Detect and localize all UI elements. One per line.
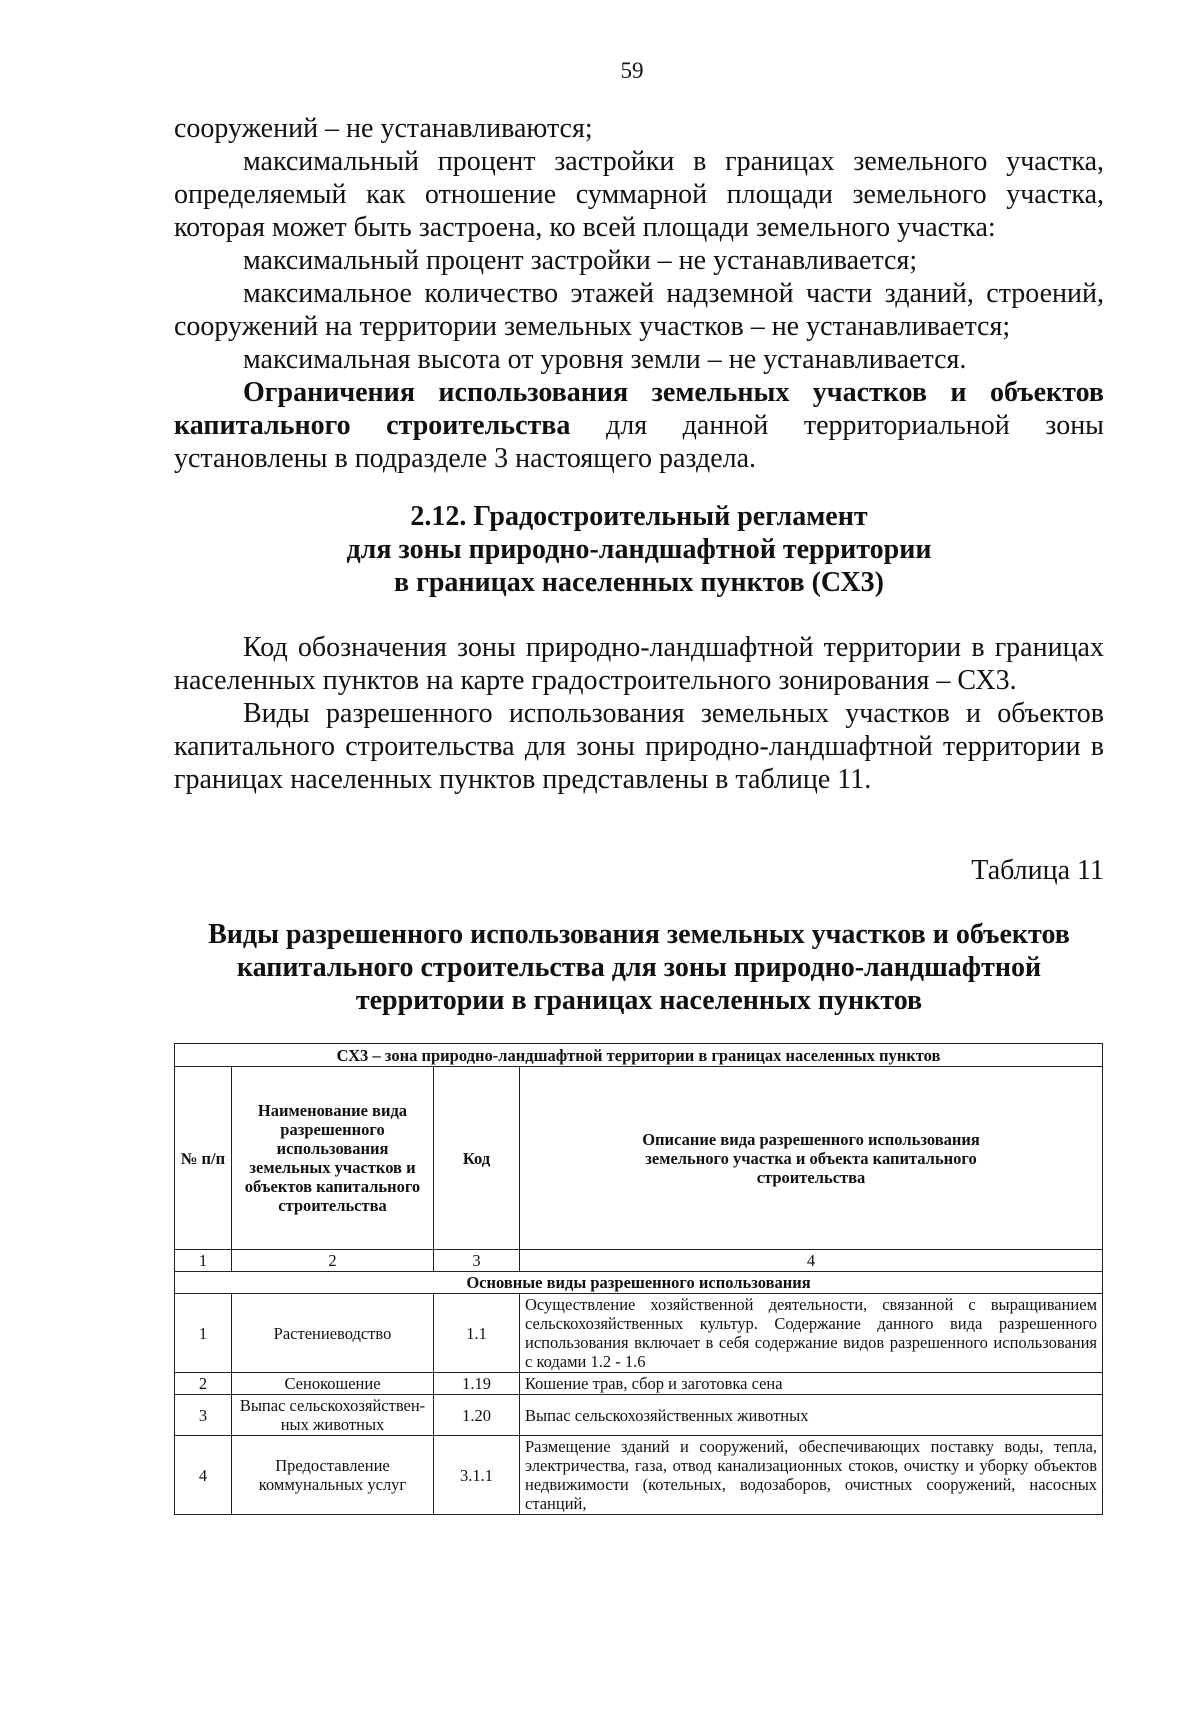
- row-desc: Выпас сельскохозяйственных животных: [520, 1395, 1103, 1436]
- header-num: № п/п: [175, 1067, 232, 1250]
- table-header-row: [175, 1067, 1103, 1250]
- row-code: 1.20: [434, 1395, 520, 1436]
- header-desc: Описание вида разрешенного использования земельного участка и объекта капитального строительства: [520, 1067, 1103, 1250]
- table-title-line: территории в границах населенных пунктов: [355, 985, 923, 1016]
- body-text-middle: [174, 631, 1104, 796]
- paragraph: максимальный процент застройки в границах земельного участка, определяемый как отношение суммарной площади земельного участка, которая может быть застроена, ко всей площади земельного участка:: [174, 146, 1104, 243]
- row-num: 3: [175, 1395, 232, 1436]
- row-desc: Кошение трав, сбор и заготовка сена: [520, 1373, 1103, 1395]
- row-name: Предоставление коммунальных услуг: [232, 1436, 434, 1515]
- row-name: Сенокошение: [232, 1373, 434, 1395]
- row-num: 4: [175, 1436, 232, 1515]
- table-title-line: Виды разрешенного использования земельных участков и объектов: [208, 919, 1070, 950]
- header-name: Наименование вида разрешенного использования земельных участков и объектов капитального строительства: [232, 1067, 434, 1250]
- paragraph: максимальный процент застройки – не устанавливается;: [243, 245, 918, 276]
- page-number: 59: [620, 58, 644, 83]
- table-title-line: капитального строительства для зоны природно-ландшафтной: [236, 952, 1042, 983]
- row-name: Выпас сельскохозяйствен-ных животных: [232, 1395, 434, 1436]
- row-code: 1.1: [434, 1294, 520, 1373]
- section-heading-line: для зоны природно-ландшафтной территории: [346, 534, 932, 565]
- section-heading: [174, 500, 1104, 599]
- table-zone-row: [175, 1044, 1103, 1067]
- row-num: 2: [175, 1373, 232, 1395]
- row-code: 3.1.1: [434, 1436, 520, 1515]
- row-code: 1.19: [434, 1373, 520, 1395]
- row-desc: Осуществление хозяйственной деятельности, связанной с выращиванием сельскохозяйственных культур. Содержание данного вида разрешенного использования включает в себя содержание видов разрешенного использования с кодами 1.2 - 1.6: [520, 1294, 1103, 1373]
- table-row: [175, 1373, 1103, 1395]
- col-number: 4: [520, 1250, 1103, 1272]
- row-desc: Размещение зданий и сооружений, обеспечивающих поставку воды, тепла, электричества, газа, отвод канализационных стоков, очистку и уборку объектов недвижимости (котельных, водозаборов, очистных сооружений, насосных станций,: [520, 1436, 1103, 1515]
- section-heading-line: в границах населенных пунктов (СХ3): [394, 567, 884, 598]
- table-section-row: [175, 1272, 1103, 1294]
- regulation-table: [174, 1043, 1103, 1515]
- paragraph: Код обозначения зоны природно-ландшафтной территории в границах населенных пунктов на карте градостроительного зонирования – СХ3.: [174, 632, 1104, 696]
- body-text-top: [174, 112, 1104, 475]
- row-num: 1: [175, 1294, 232, 1373]
- table-row: [175, 1436, 1103, 1515]
- paragraph: максимальное количество этажей надземной части зданий, строений, сооружений на территории земельных участков – не устанавливается;: [174, 278, 1104, 342]
- paragraph: максимальная высота от уровня земли – не устанавливается.: [243, 344, 967, 375]
- table-row: [175, 1395, 1103, 1436]
- zone-header-cell: СХ3 – зона природно-ландшафтной территории в границах населенных пунктов: [175, 1044, 1103, 1067]
- section-heading-line: 2.12. Градостроительный регламент: [410, 501, 868, 532]
- col-number: 3: [434, 1250, 520, 1272]
- col-number: 2: [232, 1250, 434, 1272]
- section-main-cell: Основные виды разрешенного использования: [175, 1272, 1103, 1294]
- table-title: [174, 918, 1104, 1017]
- paragraph: сооружений – не устанавливаются;: [174, 113, 593, 144]
- header-code: Код: [434, 1067, 520, 1250]
- paragraph: Виды разрешенного использования земельных участков и объектов капитального строительства для зоны природно-ландшафтной территории в границах населенных пунктов представлены в таблице 11.: [174, 698, 1104, 795]
- paragraph-rest: для данной территориальной зоны установлены в подразделе 3 настоящего раздела.: [174, 410, 1104, 474]
- paragraph-restrictions: [174, 376, 1104, 475]
- table-col-number-row: [175, 1250, 1103, 1272]
- table-row: [175, 1294, 1103, 1373]
- bold-phrase: Ограничения использования земельных участков и объектов капитального строительства: [174, 377, 1104, 441]
- col-number: 1: [175, 1250, 232, 1272]
- table-label: Таблица 11: [971, 855, 1104, 886]
- row-name: Растениеводство: [232, 1294, 434, 1373]
